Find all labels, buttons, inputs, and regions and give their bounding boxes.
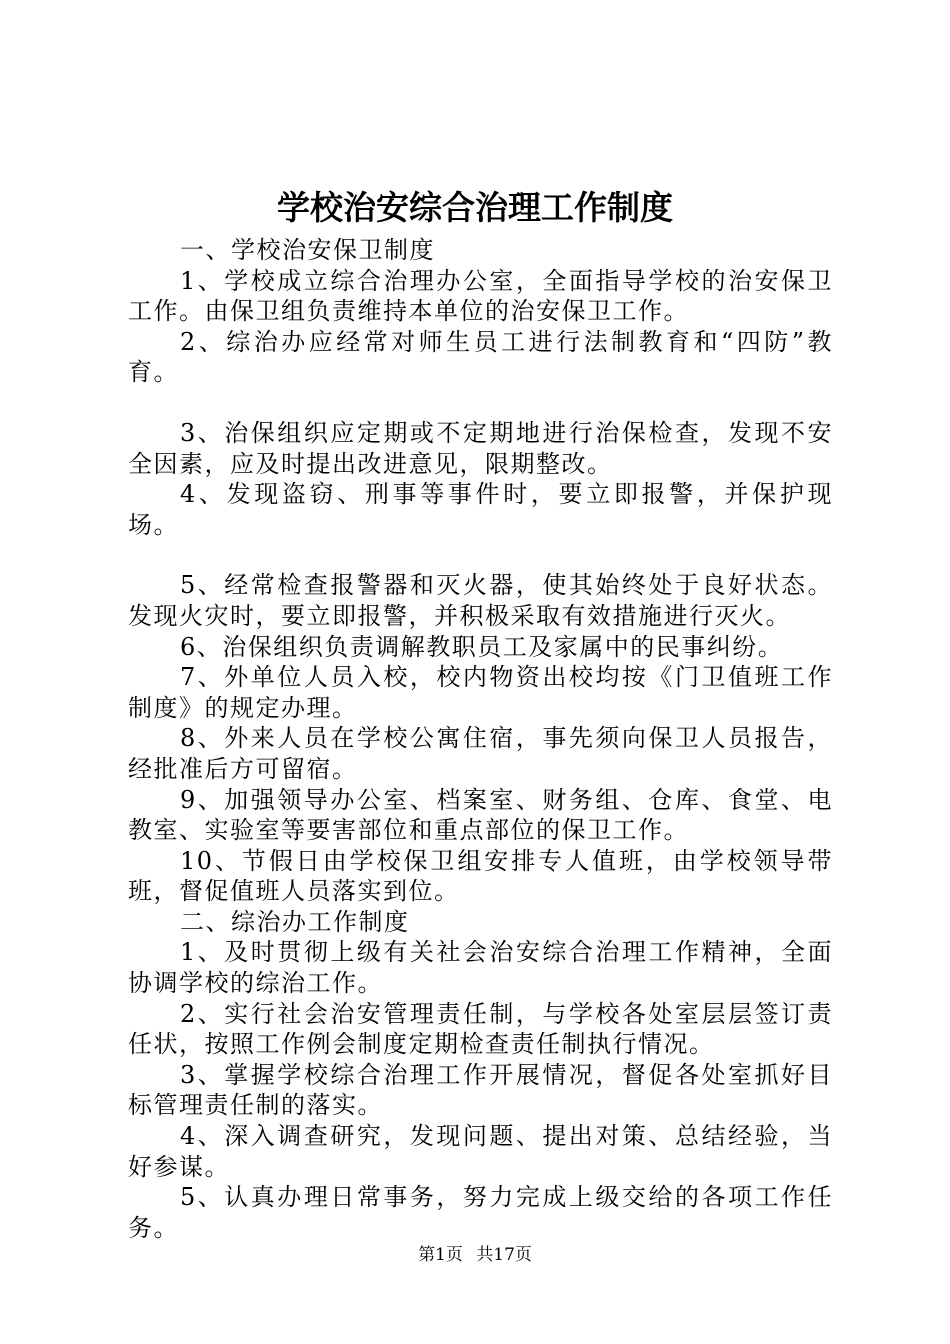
paragraph: 7、外单位人员入校，校内物资出校均按《门卫值班工作制度》的规定办理。 (128, 663, 833, 722)
paragraph: 3、治保组织应定期或不定期地进行治保检查，发现不安全因素，应及时提出改进意见，限期整改。 (128, 418, 833, 478)
paragraph: 5、认真办理日常事务，努力完成上级交给的各项工作任务。 (128, 1183, 833, 1242)
paragraph: 2、综治办应经常对师生员工进行法制教育和“四防”教育。 (128, 327, 833, 387)
section-heading-2: 二、综治办工作制度 (180, 907, 410, 936)
paragraph: 3、掌握学校综合治理工作开展情况，督促各处室抓好目标管理责任制的落实。 (128, 1060, 833, 1120)
paragraph: 1、学校成立综合治理办公室，全面指导学校的治安保卫工作。由保卫组负责维持本单位的治安保卫工作。 (128, 266, 833, 326)
paragraph: 5、经常检查报警器和灭火器，使其始终处于良好状态。发现火灾时，要立即报警，并积极采取有效措施进行灭火。 (128, 571, 833, 630)
blank-line (128, 540, 833, 570)
page-total: 共17页 (476, 1245, 532, 1265)
page-number: 第1页 (418, 1245, 463, 1265)
paragraph: 6、治保组织负责调解教职员工及家属中的民事纠纷。 (180, 632, 784, 661)
document-body (128, 235, 833, 1243)
document-title: 学校治安综合治理工作制度 (277, 188, 673, 227)
paragraph: 9、加强领导办公室、档案室、财务组、仓库、食堂、电教室、实验室等要害部位和重点部位的保卫工作。 (128, 785, 833, 845)
paragraph: 4、深入调查研究，发现问题、提出对策、总结经验，当好参谋。 (128, 1122, 833, 1181)
paragraph: 8、外来人员在学校公寓住宿，事先须向保卫人员报告，经批准后方可留宿。 (128, 724, 833, 783)
paragraph: 10、节假日由学校保卫组安排专人值班，由学校领导带班，督促值班人员落实到位。 (128, 846, 833, 906)
paragraph: 4、发现盗窃、刑事等事件时，要立即报警，并保护现场。 (128, 480, 833, 539)
blank-line (128, 388, 833, 418)
paragraph: 2、实行社会治安管理责任制，与学校各处室层层签订责任状，按照工作例会制度定期检查责任制执行情况。 (128, 999, 833, 1059)
page-footer (0, 1243, 950, 1267)
paragraph: 1、及时贯彻上级有关社会治安综合治理工作精神，全面协调学校的综治工作。 (128, 938, 833, 998)
section-heading-1: 一、学校治安保卫制度 (180, 236, 435, 264)
